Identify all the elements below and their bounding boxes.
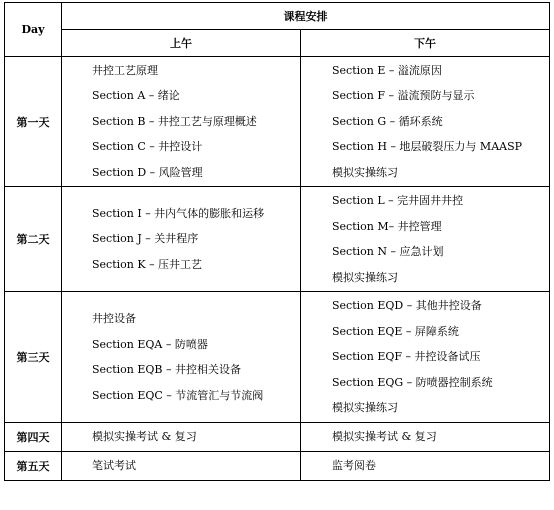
afternoon-cell xyxy=(301,57,550,187)
morning-item: Section J – 关井程序 xyxy=(92,232,199,246)
afternoon-item: Section EQD – 其他井控设备 xyxy=(332,299,482,313)
day-label: 第五天 xyxy=(5,452,62,481)
afternoon-item: Section N – 应急计划 xyxy=(332,245,444,258)
afternoon-item: Section E – 溢流原因 xyxy=(332,63,442,77)
morning-item: Section D – 风险管理 xyxy=(92,165,203,179)
afternoon-item: Section M– 井控管理 xyxy=(332,219,442,233)
header-row xyxy=(5,3,550,30)
afternoon-item: Section L – 完井固井井控 xyxy=(332,194,464,207)
morning-item: 井控工艺原理 xyxy=(92,63,158,77)
day-label: 第一天 xyxy=(5,57,62,187)
afternoon-item: 模拟实操练习 xyxy=(332,165,398,179)
day-label: 第二天 xyxy=(5,187,62,292)
afternoon-item: Section H – 地层破裂压力与 MAASP xyxy=(332,140,523,154)
day-row-4 xyxy=(5,423,550,452)
afternoon-item: 模拟实操练习 xyxy=(332,270,398,284)
morning-item: Section C – 井控设计 xyxy=(92,140,203,154)
afternoon-item: Section F – 溢流预防与显示 xyxy=(332,89,475,103)
afternoon-item: 模拟实操练习 xyxy=(332,401,398,415)
morning-cell xyxy=(62,423,301,452)
afternoon-cell xyxy=(301,423,550,452)
afternoon-item: Section EQE – 屏障系统 xyxy=(332,324,459,338)
afternoon-cell xyxy=(301,187,550,292)
morning-header: 上午 xyxy=(62,30,301,57)
day-label: 第四天 xyxy=(5,423,62,452)
afternoon-cell xyxy=(301,452,550,481)
subheader-row xyxy=(5,30,550,57)
course-schedule-table xyxy=(4,2,550,481)
morning-item: Section K – 压井工艺 xyxy=(92,257,203,271)
afternoon-item: 模拟实操考试 & 复习 xyxy=(332,430,437,444)
day-row-2 xyxy=(5,187,550,292)
morning-item: 井控设备 xyxy=(92,312,136,325)
morning-item: 模拟实操考试 & 复习 xyxy=(92,430,197,444)
day-label: 第三天 xyxy=(5,292,62,423)
morning-item: Section EQB – 井控相关设备 xyxy=(92,363,241,376)
morning-item: Section EQC – 节流管汇与节流阀 xyxy=(92,388,264,402)
morning-cell xyxy=(62,452,301,481)
afternoon-item: Section EQF – 井控设备试压 xyxy=(332,350,481,364)
day-row-3 xyxy=(5,292,550,423)
afternoon-item: Section G – 循环系统 xyxy=(332,114,443,128)
day-row-1 xyxy=(5,57,550,187)
morning-cell xyxy=(62,292,301,423)
morning-item: 笔试考试 xyxy=(92,459,136,473)
day-row-5 xyxy=(5,452,550,481)
afternoon-item: 监考阅卷 xyxy=(332,459,376,473)
schedule-header: 课程安排 xyxy=(62,3,550,30)
afternoon-header: 下午 xyxy=(301,30,550,57)
afternoon-cell xyxy=(301,292,550,423)
afternoon-item: Section EQG – 防喷器控制系统 xyxy=(332,375,493,389)
day-header: Day xyxy=(5,3,62,57)
morning-cell xyxy=(62,57,301,187)
morning-item: Section EQA – 防喷器 xyxy=(92,337,208,351)
morning-item: Section A – 绪论 xyxy=(92,89,180,103)
morning-item: Section B – 井控工艺与原理概述 xyxy=(92,114,257,128)
morning-item: Section I – 井内气体的膨胀和运移 xyxy=(92,206,265,220)
morning-cell xyxy=(62,187,301,292)
